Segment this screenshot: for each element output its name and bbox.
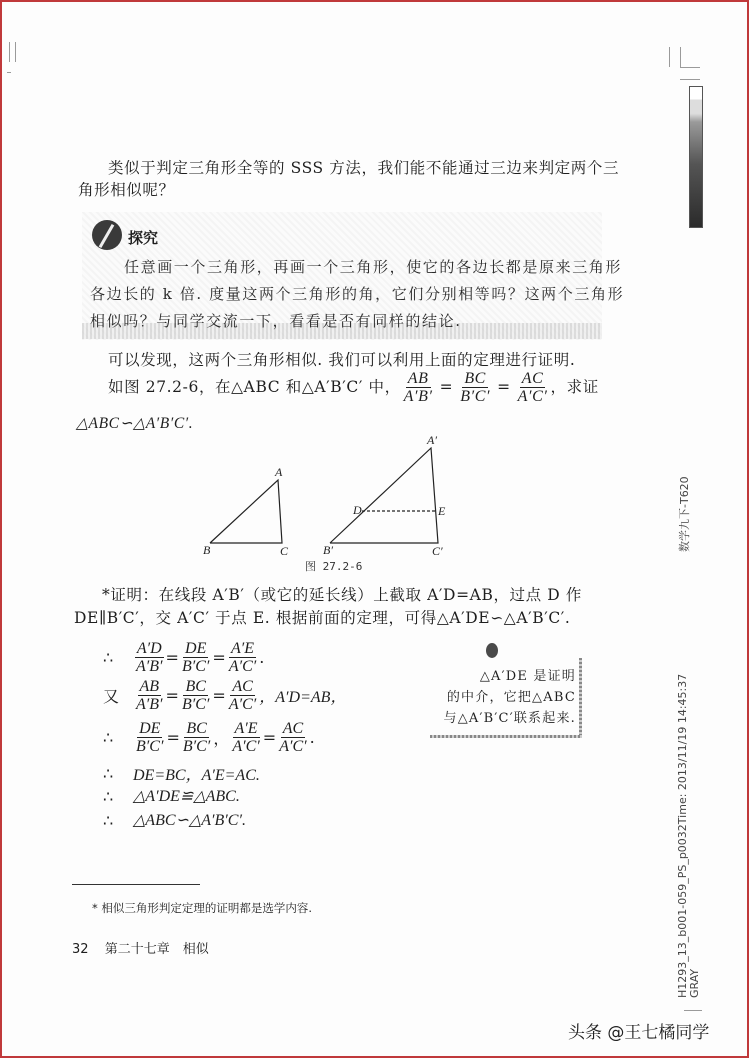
given-fraction: $\frac{AC}{A'C'}$	[517, 370, 548, 405]
crop-mark-top-left	[9, 42, 10, 62]
explore-title: 探究	[128, 229, 159, 247]
explore-line-1: 任意画一个三角形，再画一个三角形，使它的各边长都是原来三角形	[124, 258, 623, 276]
label-A-prime: A′	[427, 433, 437, 447]
label-C-prime: C′	[432, 544, 443, 558]
explore-line-3: 相似吗？与同学交流一下，看看是否有同样的结论.	[90, 312, 462, 330]
given-suffix: ，求证	[550, 378, 599, 396]
finding-text: 可以发现，这两个三角形相似. 我们可以利用上面的定理进行证明.	[108, 351, 576, 369]
crop-mark-top-right	[680, 79, 700, 80]
proof-line-2: DE∥B′C′，交 A′C′ 于点 E. 根据前面的定理，可得△A′DE∽△A′B′C′.	[74, 609, 571, 627]
proof-line-1: *证明：在线段 A′B′（或它的延长线）上截取 A′D=AB，过点 D 作	[102, 586, 582, 604]
intro-line-1: 类似于判定三角形全等的 SSS 方法，我们能不能通过三边来判定两个三	[108, 159, 620, 177]
given-fraction: $\frac{BC}{B'C'}$	[460, 370, 491, 405]
proof-step-2: 又 $\frac{AB}{A'B'}$ = $\frac{BC}{B'C'}$ = $\frac{AC}{A'C'}$ ，A′D=AB，	[103, 678, 347, 713]
crop-mark-top-right	[680, 47, 681, 67]
given-line: 如图 27.2-6，在△ABC 和△A′B′C′ 中， $\frac{AB}{A'B'}$ = $\frac{BC}{B'C'}$ = $\frac{AC}{A'C'}$ ，求证	[108, 370, 599, 405]
proof-step-3: ∴ $\frac{DE}{B'C'}$ = $\frac{BC}{B'C'}$ ， $\frac{A'E}{A'C'}$ = $\frac{AC}{A'C'}$ .	[103, 720, 315, 755]
given-prefix: 如图 27.2-6，在△ABC 和△A′B′C′ 中，	[108, 378, 401, 396]
page-number: 32	[72, 942, 89, 957]
proof-step-4: ∴ DE=BC，A′E=AC.	[103, 764, 260, 784]
print-info-label: H1293_13_b001-059_PS_p0032Time: 2013/11/19 14:45:37	[676, 673, 689, 998]
crop-mark-bottom-right	[684, 1010, 702, 1011]
footnote-rule	[72, 884, 200, 885]
label-B-prime: B′	[323, 543, 333, 557]
figure-27-2-6	[190, 430, 490, 580]
explore-text	[90, 254, 624, 335]
crop-mark-top-left	[7, 72, 11, 73]
crop-mark-top-right	[669, 47, 670, 67]
intro-line-2: 角形相似呢？	[78, 181, 175, 199]
footnote: * 相似三角形判定定理的证明都是选学内容.	[92, 901, 313, 915]
label-B: B	[203, 543, 211, 557]
label-C: C	[280, 544, 289, 558]
label-A: A	[275, 465, 283, 479]
watermark: 头条 @王七橘同学	[568, 1023, 710, 1043]
proof-step-6: ∴ △ABC∽△A′B′C′.	[103, 810, 246, 830]
crop-mark-top-left	[15, 42, 16, 62]
proof-step-1: ∴ $\frac{A'D}{A'B'}$ = $\frac{DE}{B'C'}$ = $\frac{A'E}{A'C'}$ .	[103, 640, 265, 675]
grayscale-calibration-bar	[689, 86, 703, 228]
label-D: D	[353, 503, 362, 517]
label-E: E	[438, 504, 446, 518]
chapter-title: 第二十七章 相似	[104, 942, 209, 957]
explore-badge-icon	[92, 220, 122, 250]
explore-line-2: 各边长的 k 倍. 度量这两个三角形的角，它们分别相等吗？这两个三角形	[90, 285, 625, 303]
color-mode-label: GRAY	[688, 968, 701, 998]
crop-mark-top-right	[680, 67, 700, 68]
goal-text: △ABC∽△A′B′C′.	[76, 415, 194, 432]
figure-caption: 图 27.2-6	[305, 560, 363, 573]
proof-step-5: ∴ △A′DE≌△ABC.	[103, 786, 240, 806]
given-fraction: $\frac{AB}{A'B'}$	[403, 370, 433, 405]
side-note-text: △A′DE 是证明 的中介，它把△ABC 与△A′B′C′联系起来.	[443, 669, 576, 726]
book-code-label: 数学九下-T620	[678, 476, 691, 552]
page-footer	[72, 938, 209, 957]
